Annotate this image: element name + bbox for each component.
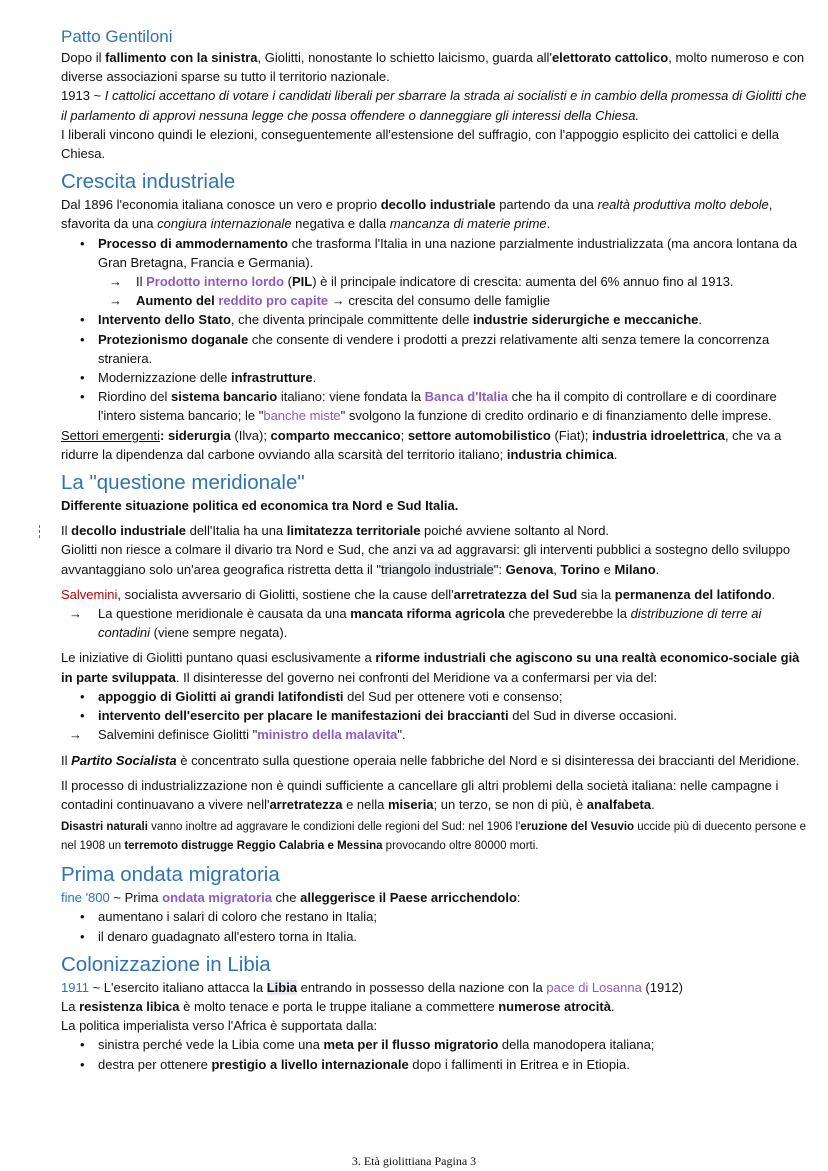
bullet-list [61, 310, 813, 425]
paragraph: 1911 ~ L'esercito italiano attacca la Libia entrando in possesso della nazione con la pace di Losanna (1912) [61, 979, 684, 995]
heading-crescita-industriale: Crescita industriale [61, 170, 236, 194]
link-pace-losanna[interactable]: pace di Losanna [546, 979, 642, 995]
subheading: Differente situazione politica ed economica tra Nord e Sud Italia. [61, 498, 459, 514]
heading-colonizzazione-libia: Colonizzazione in Libia [61, 952, 271, 976]
link-reddito[interactable]: reddito pro capite [218, 293, 329, 309]
link-ministro-malavita[interactable]: ministro della malavita [257, 727, 398, 743]
arrow-item: → La questione meridionale è causata da una mancata riforma agricola che prevederebbe la distribuzione di terre ai contadini (viene sempre negata). [69, 606, 762, 641]
arrow-item: → Il Prodotto interno lordo (PIL) è il principale indicatore di crescita: aumenta del 6% annuo fino al 1913. [61, 272, 813, 291]
list-item: • Protezionismo doganale che consente di vendere i prodotti a prezzi relativamente alti senza temere la concorrenza straniera. [98, 330, 813, 368]
paragraph: Salvemini, socialista avversario di Giolitti, sostiene che la cause dell'arretratezza del Sud sia la permanenza del latifondo. [61, 586, 776, 602]
heading-ondata-migratoria: Prima ondata migratoria [61, 863, 280, 887]
paragraph: Il decollo industriale dell'Italia ha una limitatezza territoriale poiché avviene soltanto al Nord. [61, 523, 610, 539]
paragraph: La politica imperialista verso l'Africa è supportata dalla: [61, 1018, 378, 1034]
arrow-icon: → [109, 293, 122, 309]
page-footer: 3. Età giolittiana Pagina 3 [351, 1154, 477, 1168]
paragraph: Dal 1896 l'economia italiana conosce un vero e proprio decollo industriale partendo da una realtà produttiva molto debole, sfavorita da una congiura internazionale negativa e dalla mancanza di materie prime. [61, 197, 773, 232]
page-content [61, 26, 813, 1074]
list-item: • il denaro guadagnato all'estero torna in Italia. [98, 927, 813, 946]
list-item: • Intervento dello Stato, che diventa principale committente delle industrie siderurgiche e meccaniche. [98, 310, 813, 329]
list-item: • intervento dell'esercito per placare le manifestazioni dei braccianti del Sud in diverse occasioni. [98, 706, 813, 725]
bullet-list [61, 234, 813, 272]
paragraph: Il Partito Socialista è concentrato sulla questione operaia nelle fabbriche del Nord e si disinteressa dei braccianti del Meridione. [61, 752, 800, 768]
revision-marker [39, 525, 41, 538]
list-item: • appoggio di Giolitti ai grandi latifondisti del Sud per ottenere voti e consenso; [98, 687, 813, 706]
paragraph: La resistenza libica è molto tenace e porta le truppe italiane a commettere numerose atrocità. [61, 998, 615, 1014]
list-item: • Riordino del sistema bancario italiano: viene fondata la Banca d'Italia che ha il compito di controllare e di coordinare l'intero sistema bancario; le "banche miste" svolgono la funzione di credito ordinario e di finanziamento delle imprese. [98, 387, 813, 425]
paragraph: fine '800 ~ Prima ondata migratoria che alleggerisce il Paese arricchendolo: [61, 890, 521, 906]
list-item: • destra per ottenere prestigio a livello internazionale dopo i fallimenti in Eritrea e in Etiopia. [98, 1055, 813, 1074]
paragraph: Giolitti non riesce a colmare il divario tra Nord e Sud, che anzi va ad aggravarsi: gli interventi pubblici a sostegno dello sviluppo avvantaggiano solo un'area geografica ristretta detta il "triangolo industriale": Genova, Torino e Milano. [61, 542, 791, 577]
date-label: 1911 [61, 979, 89, 995]
paragraph: Le iniziative di Giolitti puntano quasi esclusivamente a riforme industriali che agiscono su una realtà economico-sociale già in parte sviluppata. Il disinteresse del governo nei confronti del Meridione va a confermarsi per via del: [61, 650, 800, 685]
link-banche-miste[interactable]: banche miste [263, 408, 341, 424]
paragraph: I liberali vincono quindi le elezioni, conseguentemente all'estensione del suffragio, con l'appoggio esplicito dei cattolici e della Chiesa. [61, 126, 780, 162]
paragraph: Dopo il fallimento con la sinistra, Giolitti, nonostante lo schietto laicismo, guarda all'elettorato cattolico, molto numeroso e con diverse associazioni sparse su tutto il territorio nazionale. [61, 50, 805, 85]
paragraph: Settori emergenti: siderurgia (Ilva); comparto meccanico; settore automobilistico (Fiat); industria idroelettrica, che va a ridurre la dipendenza dal carbone ovviando alla scarsità del territorio italiano; industria chimica. [61, 427, 782, 462]
bullet-list [61, 907, 813, 945]
heading-patto-gentiloni: Patto Gentiloni [61, 27, 173, 46]
bullet-list [61, 687, 813, 725]
date-label: fine '800 [61, 890, 110, 906]
list-item: • sinistra perché vede la Libia come una meta per il flusso migratorio della manodopera italiana; [98, 1035, 813, 1054]
list-item: • Processo di ammodernamento che trasforma l'Italia in una nazione parzialmente industrializzata (ma ancora lontana da Gran Bretagna, Francia e Germania). [98, 234, 813, 272]
paragraph-small: Disastri naturali vanno inoltre ad aggravare le condizioni delle regioni del Sud: nel 1906 l'eruzione del Vesuvio uccide più di duecento persone e nel 1908 un terremoto distrugge Reggio Calabria e Messina provocando oltre 80000 morti. [61, 821, 807, 853]
bullet-list [61, 1035, 813, 1073]
arrow-icon: → [109, 274, 122, 290]
arrow-icon: → [69, 606, 82, 622]
list-item: • Modernizzazione delle infrastrutture. [98, 368, 813, 387]
arrow-icon: → [69, 727, 82, 743]
link-banca-italia[interactable]: Banca d'Italia [424, 389, 508, 405]
link-pil[interactable]: Prodotto interno lordo [146, 274, 285, 290]
paragraph: 1913 ~ I cattolici accettano di votare i candidati liberali per sbarrare la strada ai socialisti e in cambio della promessa di Giolitti che il parlamento di approvi nessuna legge che possa offendere o danneggiare gli interessi della Chiesa. [61, 88, 807, 123]
list-item: • aumentano i salari di coloro che restano in Italia; [98, 907, 813, 926]
link-ondata-migratoria[interactable]: ondata migratoria [162, 890, 272, 906]
arrow-item: → Salvemini definisce Giolitti "ministro della malavita". [61, 725, 813, 744]
paragraph: Il processo di industrializzazione non è quindi sufficiente a cancellare gli altri problemi della società italiana: nelle campagne i contadini continuavano a vivere nell'arretratezza e nella miseria; un terzo, se non di più, è analfabeta. [61, 777, 779, 812]
heading-questione-meridionale: La "questione meridionale" [61, 471, 305, 495]
arrow-item: → Aumento del reddito pro capite → crescita del consumo delle famiglie [61, 291, 813, 310]
salvemini-name: Salvemini [61, 586, 118, 602]
